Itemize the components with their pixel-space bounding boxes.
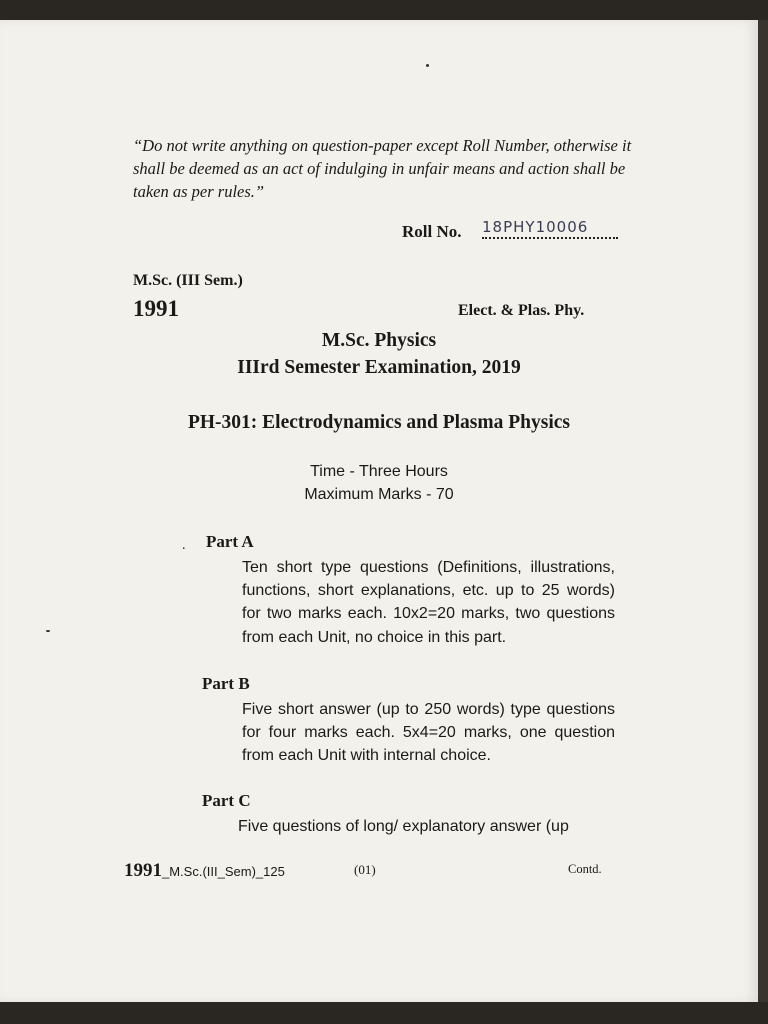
paper-code: 1991 [133,296,179,321]
part-c-heading: Part C [202,791,251,810]
bullet-mark: . [182,538,186,553]
subject-short-name: Elect. & Plas. Phy. [458,302,585,319]
speck [426,64,429,67]
instruction-notice: “Do not write anything on question-paper except Roll Number, otherwise it shall be deemed as an act of indulging in unfair means and action shall be taken as per rules.” [133,136,632,201]
course-label: M.Sc. (III Sem.) [133,272,243,289]
part-b-heading: Part B [202,674,250,693]
footer-page-number: (01) [354,862,376,877]
part-a-text: Ten short type questions (Definitions, illustrations, functions, short explanations, etc. up to 25 words) for two marks each. 10x2=20 marks, two questions from each Unit, no choice in this part. [242,559,615,646]
page-edge-shadow [758,20,768,1002]
part-a-heading: Part A [206,532,254,551]
exam-title: IIIrd Semester Examination, 2019 [237,357,521,378]
maximum-marks: Maximum Marks - 70 [304,486,454,503]
part-b-text: Five short answer (up to 250 words) type questions for four marks each. 5x4=20 marks, one question from each Unit with internal choice. [242,701,615,765]
footer-paper-code [124,860,285,882]
roll-number-label: Roll No. [402,222,462,241]
part-c-text: Five questions of long/ explanatory answer (up [238,818,569,835]
paper-title: PH-301: Electrodynamics and Plasma Physics [187,412,571,433]
footer-continued: Contd. [568,862,602,876]
program-title: M.Sc. Physics [321,330,437,351]
speck [46,630,50,632]
roll-number-value: 18PHY10006 [482,218,618,239]
exam-duration: Time - Three Hours [310,463,448,480]
footer-code-number: 1991 [124,860,162,881]
footer-code-suffix: _M.Sc.(III_Sem)_125 [162,864,285,879]
